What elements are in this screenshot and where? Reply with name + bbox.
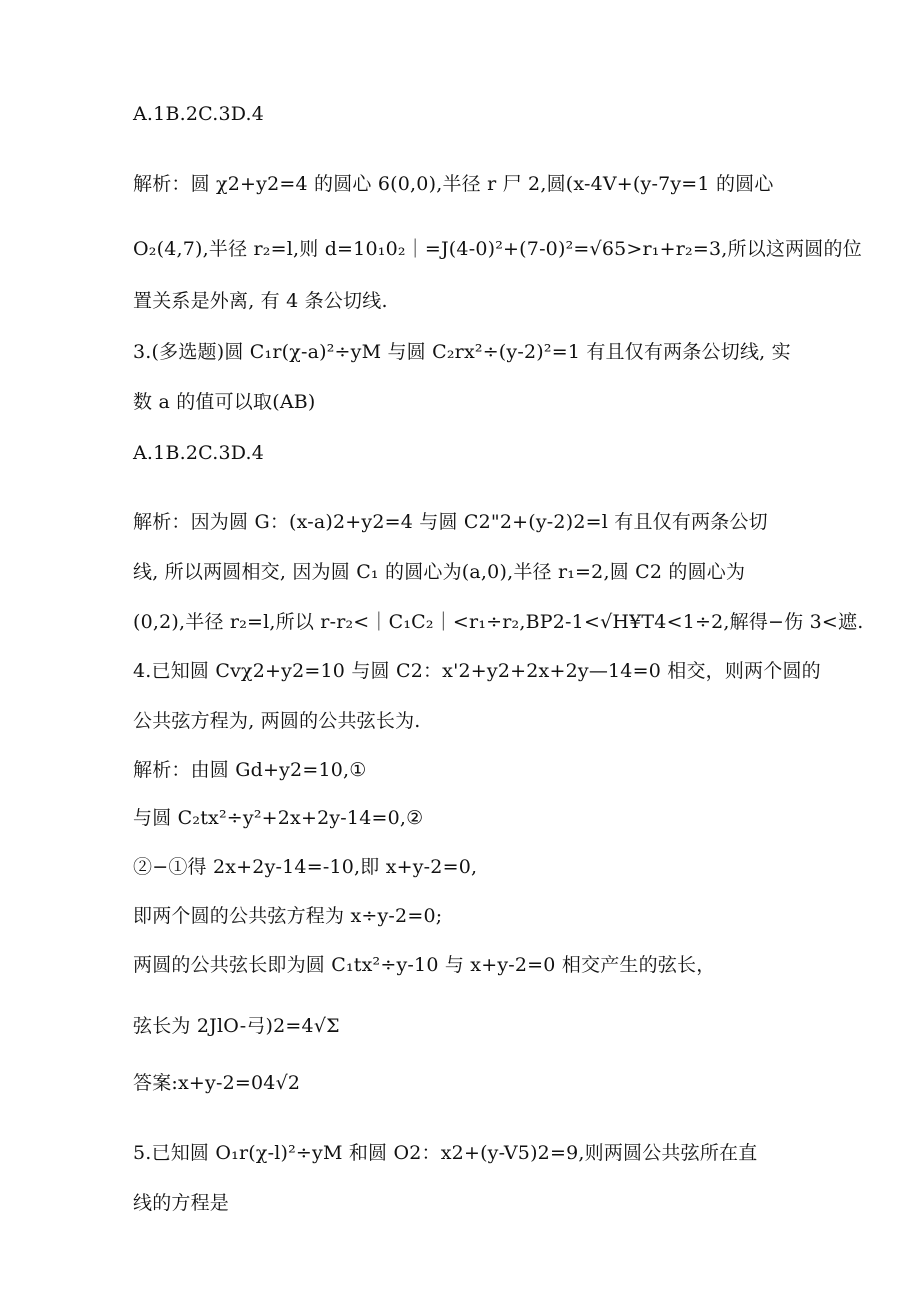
text-line: A.1B.2C.3D.4 (133, 442, 265, 464)
text-line: ②−①得 2x+2y-14=-10,即 x+y-2=0, (133, 856, 478, 878)
text-line: A.1B.2C.3D.4 (133, 103, 265, 125)
text-line: 线的方程是 (133, 1192, 230, 1214)
text-line: 两圆的公共弦长即为圆 C₁tx²÷y-10 与 x+y-2=0 相交产生的弦长， (133, 954, 716, 976)
text-line: 解析：因为圆 G：(x-a)2+y2=4 与圆 C2"2+(y-2)2=l 有且仅有两条公切 (133, 511, 768, 533)
text-line: O₂(4,7),半径 r₂=l,则 d=10₁0₂｜=J(4-0)²+(7-0)²=√65>r₁+r₂=3,所以这两圆的位 (133, 238, 862, 260)
text-line: 置关系是外离, 有 4 条公切线. (133, 290, 388, 312)
text-line: 5.已知圆 O₁r(χ-l)²÷yM 和圆 O2：x2+(y-V5)2=9,则两圆公共弦所在直 (133, 1142, 758, 1164)
text-line: 线, 所以两圆相交, 因为圆 C₁ 的圆心为(a,0),半径 r₁=2,圆 C2 的圆心为 (133, 561, 746, 583)
text-line: 与圆 C₂tx²÷y²+2x+2y-14=0,② (133, 807, 424, 829)
text-line: 公共弦方程为, 两圆的公共弦长为. (133, 710, 421, 732)
text-line: 3.(多选题)圆 C₁r(χ-a)²÷yM 与圆 C₂rx²÷(y-2)²=1 有且仅有两条公切线, 实 (133, 341, 791, 363)
text-line: (0,2),半径 r₂=l,所以 r-r₂<｜C₁C₂｜<r₁÷r₂,BP2-1<√H¥T4<1÷2,解得−伤 3<遮. (133, 611, 864, 633)
text-line: 解析：圆 χ2+y2=4 的圆心 6(0,0),半径 r 尸 2,圆(x-4V+(y-7y=1 的圆心 (133, 173, 774, 195)
text-line: 弦长为 2JlO-弓)2=4√Σ (133, 1015, 340, 1037)
text-line: 即两个圆的公共弦方程为 x÷y-2=0; (133, 905, 443, 927)
text-line: 数 a 的值可以取(AB) (133, 391, 316, 413)
text-line: 解析：由圆 Gd+y2=10,① (133, 759, 367, 781)
text-line: 4.已知圆 Cvχ2+y2=10 与圆 C2：x'2+y2+2x+2y—14=0 相交，则两个圆的 (133, 660, 821, 682)
text-line: 答案:x+y-2=04√2 (133, 1072, 301, 1094)
